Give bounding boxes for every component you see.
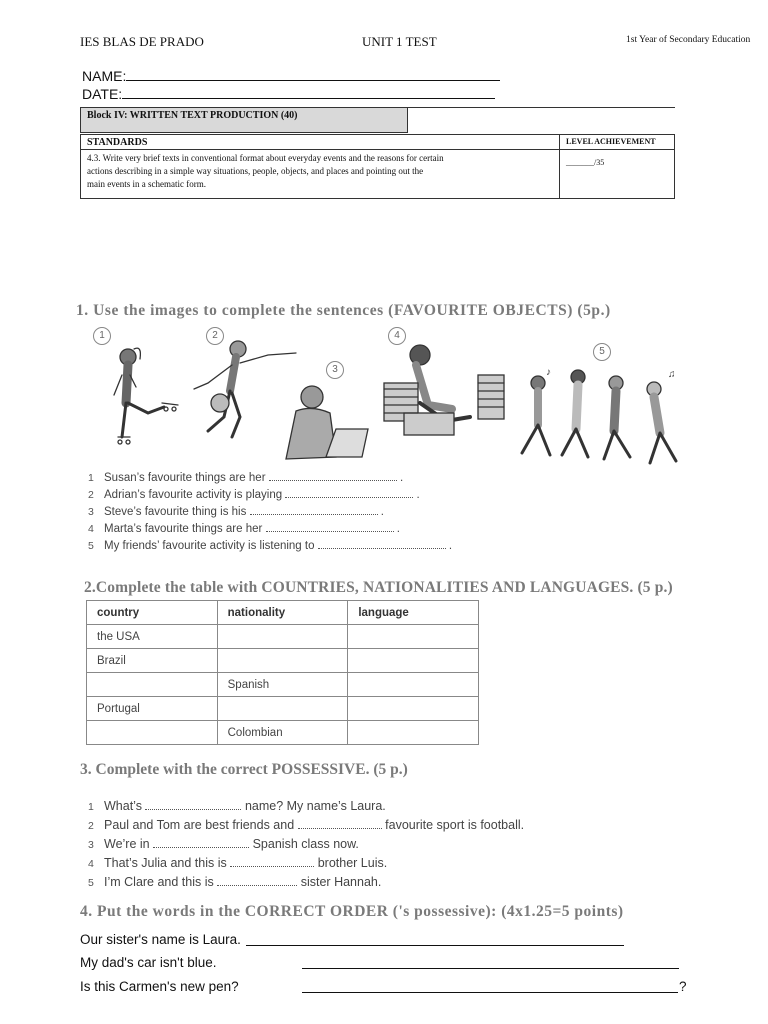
table-cell[interactable]: [87, 721, 218, 745]
table-row: [87, 649, 479, 673]
ex3-num-1: 1: [88, 801, 94, 813]
ex3-sentence-5: [88, 875, 381, 889]
standards-header: STANDARDS: [87, 137, 148, 148]
ex3-before-1: What’s: [104, 799, 142, 813]
table-cell[interactable]: [217, 697, 348, 721]
ex4-item-3: Is this Carmen's new pen?: [80, 979, 239, 994]
exercise-4-title: 4. Put the words in the CORRECT ORDER ('s possessive): (4x1.25=5 points): [80, 903, 624, 920]
ex3-after-4: brother Luis.: [317, 856, 388, 870]
standards-header-row: [81, 135, 674, 150]
exercise-3-title: 3. Complete with the correct POSSESSIVE. (5 p.): [80, 761, 408, 778]
ex1-text-4: Marta’s favourite things are her: [104, 523, 263, 535]
header-language: language: [348, 601, 479, 625]
table-header-row: [87, 601, 479, 625]
block-title-text: Block IV: WRITTEN TEXT PRODUCTION (40): [87, 110, 298, 121]
girl-books-icon: [384, 345, 504, 435]
ex1-end-3: .: [380, 506, 384, 518]
ex3-answer-4[interactable]: [230, 858, 314, 867]
table-cell[interactable]: Spanish: [217, 673, 348, 697]
image-number-1: 1: [93, 327, 111, 345]
table-cell[interactable]: [217, 649, 348, 673]
table-cell[interactable]: the USA: [87, 625, 218, 649]
standard-text: [87, 152, 547, 191]
date-line[interactable]: [122, 87, 495, 99]
table-cell[interactable]: [348, 649, 479, 673]
ex3-sentence-1: [88, 799, 386, 813]
ex1-answer-1[interactable]: [269, 472, 397, 481]
date-label: DATE:: [82, 86, 123, 102]
ex1-sentence-2: [88, 489, 420, 501]
ex1-end-5: .: [448, 540, 453, 552]
ex3-before-3: We’re in: [104, 837, 150, 851]
table-cell[interactable]: Brazil: [87, 649, 218, 673]
name-label: NAME:: [82, 68, 127, 84]
table-cell[interactable]: [348, 721, 479, 745]
ex1-num-1: 1: [88, 472, 94, 484]
image-number-3: 3: [326, 361, 344, 379]
svg-text:♪: ♪: [546, 367, 551, 378]
boy-volleyball-icon: [194, 341, 296, 437]
header-country: country: [87, 601, 218, 625]
ex4-item-2: My dad's car isn't blue.: [80, 955, 217, 970]
ex1-num-2: 2: [88, 489, 94, 501]
score-field[interactable]: _______/35: [566, 158, 605, 167]
name-line[interactable]: [126, 69, 500, 81]
table-cell[interactable]: [87, 673, 218, 697]
header-nationality: nationality: [217, 601, 348, 625]
ex3-answer-1[interactable]: [145, 801, 241, 810]
ex4-answer-line-2[interactable]: [302, 968, 679, 969]
table-cell[interactable]: [217, 625, 348, 649]
standard-line-3: main events in a schematic form.: [87, 179, 206, 189]
ex1-num-3: 3: [88, 506, 94, 518]
girl-rollerskates-icon: [114, 348, 178, 444]
ex1-text-5: My friends’ favourite activity is listening to: [104, 540, 315, 552]
countries-table: [86, 600, 479, 745]
block-title: [80, 107, 408, 133]
exercise-2-title: 2.Complete the table with COUNTRIES, NATIONALITIES AND LANGUAGES. (5 p.): [84, 579, 673, 596]
ex4-question-mark: ?: [679, 979, 687, 994]
ex1-answer-5[interactable]: [318, 540, 446, 549]
ex1-answer-3[interactable]: [250, 506, 378, 515]
table-cell[interactable]: Portugal: [87, 697, 218, 721]
ex3-answer-5[interactable]: [217, 877, 297, 886]
ex3-sentence-3: [88, 837, 359, 851]
ex1-text-1: Susan’s favourite things are her: [104, 472, 266, 484]
ex3-num-2: 2: [88, 820, 94, 832]
ex3-answer-3[interactable]: [153, 839, 249, 848]
ex3-after-3: Spanish class now.: [252, 837, 359, 851]
table-divider: [559, 150, 560, 198]
ex3-sentence-4: [88, 856, 387, 870]
school-name: IES BLAS DE PRADO: [80, 34, 204, 49]
illustrations-svg: [90, 325, 700, 475]
ex4-answer-line-1[interactable]: [246, 945, 624, 946]
table-row: [87, 625, 479, 649]
ex3-answer-2[interactable]: [298, 820, 382, 829]
ex1-text-2: Adrian’s favourite activity is playing: [104, 489, 283, 501]
standard-line-1: 4.3. Write very brief texts in conventional format about everyday events and the reasons for certain: [87, 153, 444, 163]
svg-text:♫: ♫: [668, 369, 676, 380]
ex1-end-1: .: [399, 472, 404, 484]
ex1-text-3: Steve’s favourite thing is his: [104, 506, 247, 518]
table-cell[interactable]: [348, 697, 479, 721]
test-title: UNIT 1 TEST: [362, 34, 437, 49]
ex1-answer-4[interactable]: [266, 523, 394, 532]
image-number-2: 2: [206, 327, 224, 345]
table-row: [87, 673, 479, 697]
table-cell[interactable]: Colombian: [217, 721, 348, 745]
ex1-answer-2[interactable]: [285, 489, 413, 498]
ex3-before-4: That’s Julia and this is: [104, 856, 227, 870]
ex3-num-5: 5: [88, 877, 94, 889]
school-year: 1st Year of Secondary Education: [626, 35, 751, 45]
ex4-answer-line-3[interactable]: [302, 992, 678, 993]
image-number-4: 4: [388, 327, 406, 345]
table-row: [87, 697, 479, 721]
ex3-after-1: name? My name’s Laura.: [244, 799, 386, 813]
table-row: [87, 721, 479, 745]
friends-dancing-icon: [522, 367, 676, 463]
ex1-sentence-3: [88, 506, 384, 518]
ex1-end-4: .: [396, 523, 400, 535]
boy-laptop-icon: [286, 386, 368, 459]
ex1-sentence-1: [88, 472, 403, 484]
standard-line-2: actions describing in a simple way situations, people, objects, and places and pointing out the: [87, 166, 424, 176]
ex1-end-2: .: [416, 489, 420, 501]
ex1-num-4: 4: [88, 523, 94, 535]
ex1-sentence-4: [88, 523, 400, 535]
favourite-objects-illustration: [90, 325, 700, 475]
exercise-1-title: 1. Use the images to complete the sentences (FAVOURITE OBJECTS) (5p.): [76, 302, 611, 319]
ex3-after-2: favourite sport is football.: [385, 818, 525, 832]
name-field[interactable]: [82, 68, 500, 84]
standards-table: [80, 134, 675, 199]
ex3-num-4: 4: [88, 858, 94, 870]
image-number-5: 5: [593, 343, 611, 361]
ex3-before-2: Paul and Tom are best friends and: [104, 818, 295, 832]
ex3-before-5: I’m Clare and this is: [104, 875, 214, 889]
block-rule: [408, 107, 675, 108]
table-cell[interactable]: [348, 673, 479, 697]
ex3-num-3: 3: [88, 839, 94, 851]
ex1-sentence-5: [88, 540, 452, 552]
ex4-item-1: Our sister's name is Laura.: [80, 932, 241, 947]
ex3-after-5: sister Hannah.: [300, 875, 382, 889]
table-cell[interactable]: [348, 625, 479, 649]
date-field[interactable]: [82, 86, 495, 102]
ex1-num-5: 5: [88, 540, 94, 552]
ex3-sentence-2: [88, 818, 524, 832]
level-header: LEVEL ACHIEVEMENT: [559, 135, 674, 149]
